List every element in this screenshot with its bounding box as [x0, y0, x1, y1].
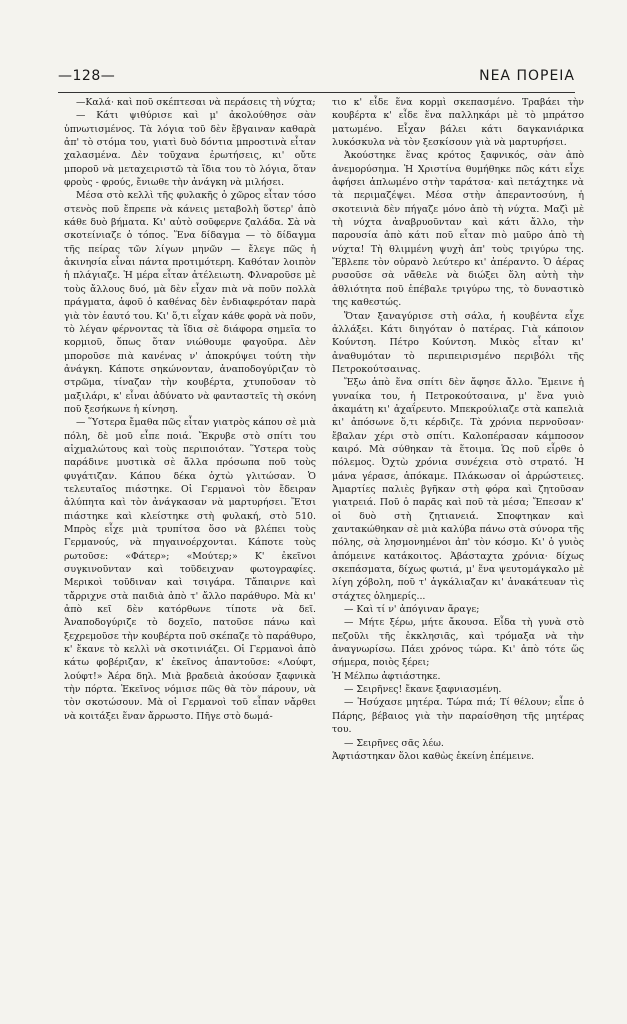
paragraph: — Κάτι ψιθύρισε καὶ μ' ἀκολούθησε σὰν ὑπνωτισμένος. Τὰ λόγια τοῦ δὲν ἔβγαιναν καθαρὰ ἀπ' τὸ στόμα του, γιατὶ δυὸ δόντια μπροστινὰ εἶταν χαλασμένα. Δὲν τοῦχανα ἐρωτήσεις, κι' οὔτε μποροῦ νὰ μεταχειριστῶ τὰ ἴδια του τὸ λόγια, ὅταν φροὺς - φρούς, ἔνιωθε τὴν ἀνάγκη νὰ μιλήσει.	[64, 110, 316, 189]
paragraph: — Σειρῆνες σᾶς λέω.	[344, 737, 444, 749]
left-text-column	[64, 96, 316, 723]
paragraph: — Καὶ τί ν' ἀπόγιναν ἄραγε;	[344, 604, 480, 616]
paragraph: — Ὕστερα ἔμαθα πῶς εἶταν γιατρὸς κάπου σὲ μιὰ πόλη, δὲ μοῦ εἶπε ποιά. Ἔκρυβε στὸ σπίτι του αἰχμαλώτους καὶ τοὺς περιποιόταν. Ὕστερα τοὺς παράδινε μυστικὰ σὲ ἄλλα πρόσωπα ποῦ τοὺς φυγάτιζαν. Κάπου δέκα ὀχτὼ γλιτώσαν. Ὁ τελευταῖος πιάστηκε. Οἱ Γερμανοὶ τὸν ἔδειραν ἀλύπητα καὶ τὸν ἀνάγκασαν νὰ μαρτυρήσει. Ἔτσι πιάστηκε καὶ κλείστηκε στὴ φυλακή, στὸ 510. Μπρὸς εἶχε μιὰ τρυπίτσα ὅσο νὰ βλέπει τοὺς Γερμανούς, νὰ πηγαινοέρχονται. Κάποτε τοὺς ρωτοῦσε: «Φάτερ»; «Μούτερ;» Κ' ἐκεῖνοι συγκινοῦνταν καὶ τοῦδειχναν φωτογραφίες. Μερικοὶ τοῦδιναν καὶ τσιγάρα. Τἄπαιρνε καὶ τἄρριχνε στὰ παιδιὰ ἀπὸ τ' ἄλλο παράθυρο. Μὰ κι' ἀπὸ κεῖ δὲν κατόρθωνε τίποτε νὰ δεῖ. Ἀναποδογύριζε τὸ δοχεῖο, πατοῦσε πάνω καὶ ξεχρεμοῦσε τὴν κουβέρτα ποῦ σκέπαζε τὸ παράθυρο, κ' ἔκανε τὸ κελλὶ νὰ σκοτινιάζει. Οἱ Γερμανοὶ ἀπὸ κάτω φοβέριζαν, κ' ἐκεῖνος ἀπαντοῦσε: «Λούφτ, λούφτ!» Ἀέρα δηλ. Μιὰ βραδειὰ ἀκούσαν ξαφνικὰ τὴν πόρτα. Ἐκεῖνος νόμισε πῶς θὰ τὸν πάρουν, νὰ τὸν σκοτώσουν. Μὰ οἱ Γερμανοὶ τοῦ εἶπαν νἄρθει νὰ κοιτάξει ἕναν ἄρρωστο. Πῆγε στὸ δωμά-	[64, 417, 316, 722]
header-rule	[58, 92, 575, 93]
right-text-column	[332, 96, 584, 763]
page-header	[58, 68, 575, 90]
paragraph: — Ἡσύχασε μητέρα. Τώρα πιά; Τί θέλουν; εἶπε ὁ Πάρης, βέβαιος γιὰ τὴν παραίσθηση τῆς μητέρας του.	[332, 697, 584, 736]
paragraph: Ἔξω ἀπὸ ἕνα σπίτι δὲν ἄφησε ἄλλο. Ἔμεινε ἡ γυναίκα του, ἡ Πετροκούτσαινα, μ' ἕνα γυιὸ ἀκαμάτη κι' ἀχαΐρευτο. Μπεκρούλιαζε στὰ καπελιὰ κι' ἀπόσωνε ὅ,τι κέρδιζε. Τὰ χρόνια περνοῦσαν· ἔβαλαν χέρι στὸ σπίτι. Καλοπέρασαν κάμποσον καιρό. Μὰ σύθηκαν τὰ ἕτοιμα. Ὡς ποῦ εἶρθε ὁ πόλεμος. Ὀχτὼ χρόνια συνέχεια στὸ στρατό. Ἡ μάνα γέρασε, ἀπόκαμε. Πλάκωσαν οἱ ἀρρώστειες. Ἀμαρτίες παλιὲς βγῆκαν στὴ φόρα καὶ ζητοῦσαν γιατρειά. Ποῦ ὁ παρᾶς καὶ ποῦ τὰ μέσα; Ἔπεσαν κ' οἱ δυὸ στὴ ζητιανειά. Σποφτηκαν καὶ χαντακώθηκαν σὲ μιὰ καλύβα πάνω στὰ σύνορα τῆς πόλης, σὰ λησμονημένοι ἀπ' τὸν κόσμο. Κι' ὁ γυιὸς ἀπόμεινε κατάκοιτος. Ἀβάσταχτα χρόνια· δίχως σκεπάσματα, δίχως φωτιά, μ' ἕνα ψευτομάγκαλο μὲ λίγη χόβολη, ποῦ τ' ἀγκάλιαζαν κι' ἀνακάτευαν τὶς στάχτες ὁλημερίς...	[332, 377, 584, 602]
running-title: ΝΕΑ ΠΟΡΕΙΑ	[479, 68, 575, 84]
page-number: —128—	[58, 68, 116, 84]
paragraph: —Καλά· καὶ ποῦ σκέπτεσαι νὰ περάσεις τὴ νύχτα;	[76, 97, 316, 108]
paragraph: — Σειρῆνες! ἔκανε ξαφνιασμένη.	[344, 684, 502, 696]
paragraph: Ἡ Μέλπω ἀφτιάστηκε.	[332, 670, 441, 682]
paragraph: Μέσα στὸ κελλὶ τῆς φυλακῆς ὁ χῶρος εἶταν τόσο στενὸς ποῦ ἔπρεπε νὰ κάνεις μεταβολὴ ὕστερ' ἀπὸ κάθε δυὸ βήματα. Κι' αὐτὸ σοῦφερνε ζαλάδα. Σὰ νὰ σκοτείνιαζε ὁ τόπος. Ἕνα δίδαγμα — τὸ δίδαγμα τῆς πείρας τῶν λίγων μηνῶν — ἔλεγε πῶς ἡ ἀκινησία εἶναι πάντα προτιμότερη. Καθόταν λοιπὸν ἡ πλάγιαζε. Ἡ μέρα εἶταν ἀτέλειωτη. Φλναροῦσε μὲ τοὺς ἄλλους δυό, μὰ δὲν εἶχαν πιὰ νὰ ποῦν πολλὰ πράγματα, ἀφοῦ ὁ καθένας δὲν ἐνδιαφερόταν παρὰ γιὰ τὸν ἑαυτό του. Κι' ὅ,τι εἶχαν κάθε φορὰ νὰ ποῦν, τὸ λέγαν φέρνοντας τὰ ἴδια σὲ διάφορα σημεῖα το κορμιοῦ, ὅπως ὅταν νιώθουμε φαγοῦρα. Δὲν μποροῦσε πιὰ κανένας ν' ἀποκρύψει τούτη τὴν ἀνάγκη. Κάποτε σηκώνονταν, ἀναποδογύριζαν τὸ στρῶμα, τίναζαν τὴν κουβέρτα, χτυποῦσαν τὸ μαξιλάρι, κ' εἶναι ἀδύνατο νὰ φανταστεῖς τὴ σκόνη ποῦ ξεσήκωνε ἡ κίνηση.	[64, 190, 316, 415]
paragraph: Ἀφτιάστηκαν ὅλοι καθὼς ἐκείνη ἐπέμεινε.	[332, 750, 535, 762]
paragraph: — Μήτε ξέρω, μήτε ἄκουσα. Εἶδα τὴ γυνὰ στὸ πεζοῦλι τῆς ἐκκλησιᾶς, καὶ τρόμαξα νὰ τὴν ἀναγνωρίσω. Πάει χρόνος τώρα. Κι' ἀπὸ τότε ὥς σήμερα, ποιὸς ξέρει;	[332, 617, 584, 669]
paragraph: Ὅταν ξαναγύρισε στὴ σάλα, ἡ κουβέντα εἶχε ἀλλάξει. Κάτι διηγόταν ὁ πατέρας. Γιὰ κάποιον Κούντση. Πέτρο Κούντση. Μικὸς εἶταν κι' ἀναθυμόταν τὸ περιπειρισμένο περιβόλι τῆς Πετροκούτσαινας.	[332, 310, 584, 375]
paragraph: Ἀκούστηκε ἕνας κρότος ξαφνικός, σὰν ἀπὸ ἀνεμορύσημα. Ἡ Χριστίνα θυμήθηκε πῶς κάτι εἶχε ἀφήσει ἁπλωμένο στὴν ταράτσα· καὶ πετάχτηκε νὰ τὰ περιμαζέψει. Μέσα στὴν ἀπεραντοσύνη, ἡ σκοτεινιὰ δὲν πήγαζε μόνο ἀπὸ τὴ νύχτα. Μαζὶ μὲ τὴ νύχτα ἀναβρυοῦνταν καὶ κάτι ἄλλο, τὴν παρουσία ἀπὸ κάτι ποῦ εἶταν πιὸ μαῦρο ἀπὸ τὴ νύχτα! Τὴ θλιμμένη ψυχὴ ἀπ' τοὺς τριγύρω της. Ἔβλεπε τὸν οὐρανὸ λεύτερο κι' ἀπέραντο. Ὁ ἀέρας ρυσοῦσε σὰ νἄθελε νὰ διώξει ὅλη αὐτὴ τὴν ἀθλιότητα ποῦ ἐπέβαλε τριγύρω της, τὸ δυναστικὸ της καθεστώς.	[332, 150, 584, 309]
paragraph: τιο κ' εἶδε ἕνα κορμὶ σκεπασμένο. Τραβάει τὴν κουβέρτα κ' εἶδε ἕνα παλληκάρι μὲ τὸ μπράτσο ματωμένο. Εἶχαν βάλει κάτι δαγκανιάρικα λυκόσκυλα νὰ τὸν ξεσκίσουν γιὰ νὰ μαρτυρήσει.	[332, 97, 584, 149]
